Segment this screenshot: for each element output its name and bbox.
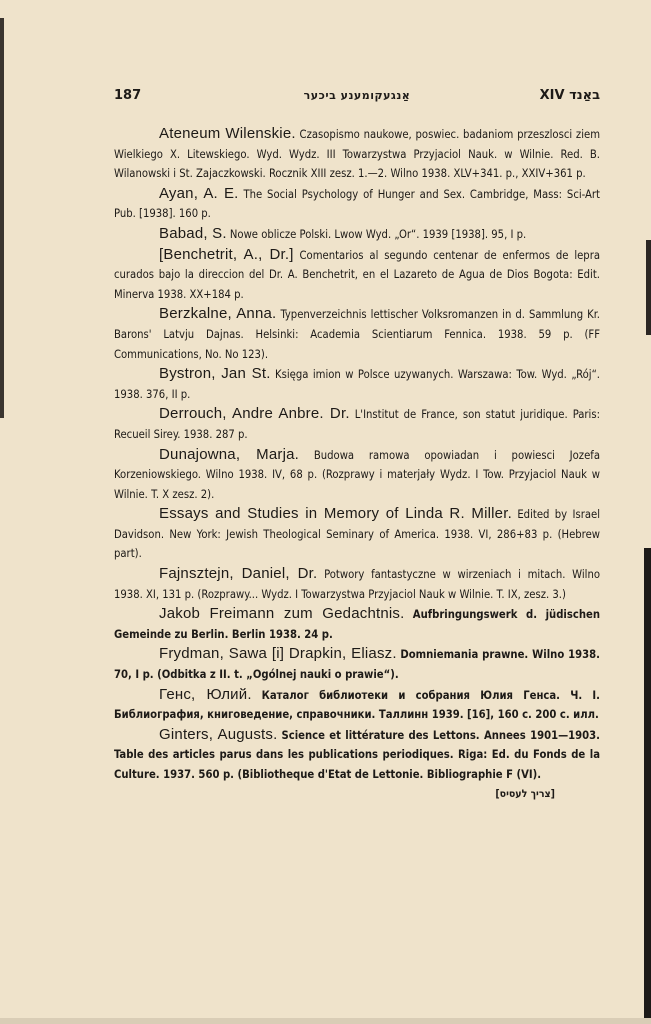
bibliography-entry [114,124,600,184]
entry-body: Potwory fantastyczne w wirzeniach i mitach. Wilno 1938. XI, 131 p. (Rozprawy... Wydz. I Towarzystwa Przyjaciol Nauk w Wilnie. T. IX, zesz. 3.) [114,568,600,601]
entry-heading: Jakob Freimann zum Gedachtnis. [159,605,405,623]
bibliography-entry [114,445,600,505]
entry-heading: Essays and Studies in Memory of Linda R. Miller. [159,505,512,523]
entry-body: Science et littérature des Lettons. Annees 1901—1903. Table des articles parus dans les publications periodiques. Riga: Ed. du Fonds de la Culture. 1937. 560 p. (Bibliotheque d'Etat de Lettonie. Bibliographie F (VI). [114,728,601,781]
entry-heading: Berzkalne, Anna. [159,305,277,323]
entry-body: Czasopismo naukowe, poswiec. badaniom przeszlosci ziem Wielkiego X. Litewskiego. Wyd. Wydz. III Towarzystwa Przyjaciol Nauk. w Wilnie. Red. B. Wilanowski i St. Zajaczkowski. Rocznik XIII zesz. 1.—2. Wilno 1938. XLV+341. p., XXIV+361 p. [114,128,601,181]
entry-heading: Ayan, A. E. [159,184,239,202]
entry-heading: Генс, Юлий. [159,685,252,703]
bibliography-entry [114,504,600,564]
entry-heading: Babad, S. [159,224,227,242]
bibliography-entry [114,404,600,444]
entry-heading: Ginters, Augusts. [159,725,278,743]
entry-heading: Frydman, Sawa [i] Drapkin, Eliasz. [159,645,397,663]
page-edge-bottom [0,1018,651,1024]
entry-hebrew-tag: [צריך לעסיס] [495,787,555,800]
page-number: 187 [114,88,142,103]
entry-body: Budowa ramowa opowiadan i powiesci Jozefa Korzeniowskiego. Wilno 1938. IV, 68 p. (Rozprawy i materjały Wydz. I Tow. Przyjaciol Nauk w Wilnie. T. X zesz. 2). [114,448,600,501]
entry-heading: Dunajowna, Marja. [159,445,300,463]
bibliography-entry [114,245,600,305]
bibliography-entry [114,725,601,800]
running-title: אַנגעקומענע ביכער [303,89,411,102]
entry-heading: Ateneum Wilenskie. [159,125,296,142]
entry-heading: Derrouch, Andre Anbre. Dr. [159,405,350,423]
bibliography-entry [114,224,600,245]
entry-heading: Bystron, Jan St. [159,365,271,383]
entry-body: Aufbringungswerk d. jüdischen Gemeinde zu Berlin. Berlin 1938. 24 p. [114,608,600,641]
volume-label: באַנד XIV [539,88,600,103]
entry-body: L'Institut de France, son statut juridique. Paris: Recueil Sirey. 1938. 287 p. [114,408,600,441]
bibliography-entry [114,685,600,725]
entry-heading: Fajnsztejn, Daniel, Dr. [159,565,318,583]
entry-body: Typenverzeichnis lettischer Volksromanzen in d. Sammlung Kr. Barons' Latvju Dajnas. Helsinki: Academia Scientiarum Fennica. 1938. 59 p. (FF Communications, No. No 123). [114,308,600,361]
bibliography-entry [114,304,600,364]
bibliography-list [114,124,600,804]
page-edge-right-upper [646,240,651,335]
entry-heading: [Benchetrit, A., Dr.] [159,245,294,263]
entry-body: Каталог библиотеки и собрания Юлия Генса. Ч. I. Библиография, книговедение, справочники. Таллинн 1939. [16], 160 с. 200 с. илл. [114,688,600,722]
page-edge-right-lower [644,548,651,1024]
bibliography-entry [114,644,600,684]
entry-body: Nowe oblicze Polski. Lwow Wyd. „Or“. 1939 [1938]. 95, I p. [229,227,527,241]
bibliography-entry [114,604,600,644]
bibliography-entry [114,184,600,224]
bibliography-entry [114,364,600,404]
entry-body: Księga imion w Polsce uzywanych. Warszawa: Tow. Wyd. „Rój“. 1938. 376, II p. [114,368,600,401]
entry-body: The Social Psychology of Hunger and Sex. Cambridge, Mass: Sci-Art Pub. [1938]. 160 p. [114,187,601,221]
entry-body: Comentarios al segundo centenar de enfermos de lepra curados bajo la direccion del Dr. A. Benchetrit, en el Lazareto de Agua de Dios Bogota: Edit. Minerva 1938. XX+184 p. [114,248,600,301]
entry-body: Edited by Israel Davidson. New York: Jewish Theological Seminary of America. 1938. VI, 286+83 p. (Hebrew part). [114,508,600,561]
bibliography-entry [114,564,600,604]
page-header [114,88,600,108]
entry-body: Domniemania prawne. Wilno 1938. 70, I p. (Odbitka z II. t. „Ogólnej nauki o prawie“). [114,648,601,682]
page-edge-left [0,18,4,418]
